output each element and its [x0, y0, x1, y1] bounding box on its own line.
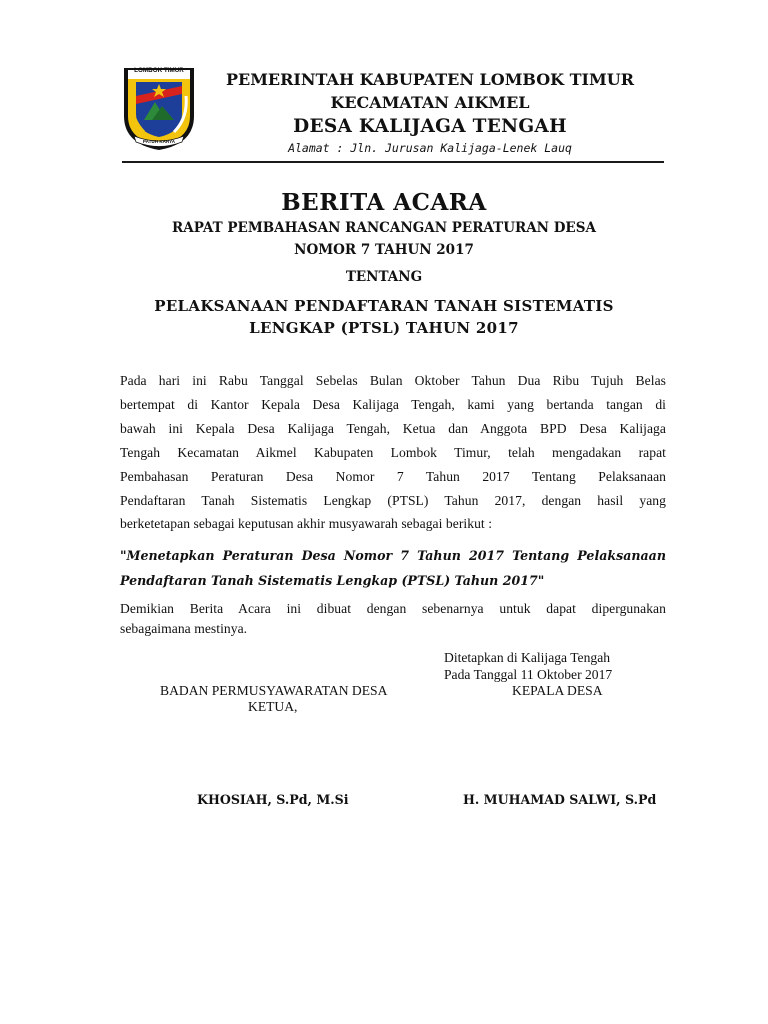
document-subtitle-2: NOMOR 7 TAHUN 2017 — [294, 242, 474, 258]
opening-paragraph — [120, 369, 666, 536]
paragraph-line: Tengah Kecamatan Aikmel Kabupaten Lombok Timur, telah mengadakan rapat — [120, 444, 666, 460]
letterhead-line-2: KECAMATAN AIKMEL — [330, 93, 530, 112]
signature-block-village-head — [444, 650, 664, 700]
signing-date: Pada Tanggal 11 Oktober 2017 — [444, 666, 613, 682]
letterhead-line-3: DESA KALIJAGA TENGAH — [293, 116, 567, 137]
crest-label-bottom: PATUH KARYA — [142, 139, 176, 144]
paragraph-line: sebagaimana mestinya. — [120, 621, 248, 636]
closing-paragraph — [120, 599, 666, 639]
paragraph-line: Pada hari ini Rabu Tanggal Sebelas Bulan Oktober Tahun Dua Ribu Tujuh Belas — [120, 373, 666, 388]
decision-statement — [120, 543, 666, 593]
letterhead-line-1: PEMERINTAH KABUPATEN LOMBOK TIMUR — [225, 70, 634, 89]
signing-place: Ditetapkan di Kalijaga Tengah — [444, 650, 611, 665]
paragraph-line: Pembahasan Peraturan Desa Nomor 7 Tahun 2017 Tentang Pelaksanaan — [120, 468, 666, 484]
signature-block-bpd — [160, 683, 440, 715]
village-head-name: H. MUHAMAD SALWI, S.Pd — [463, 792, 657, 807]
paragraph-line: berketetapan sebagai keputusan akhir musyawarah sebagai berikut : — [120, 516, 493, 532]
document-subtitle-1: RAPAT PEMBAHASAN RANCANGAN PERATURAN DESA — [172, 220, 596, 236]
bpd-chair-role: KETUA, — [248, 699, 298, 714]
document-subtitle-3: TENTANG — [345, 269, 423, 285]
document-subtitle-5: LENGKAP (PTSL) TAHUN 2017 — [249, 319, 519, 337]
paragraph-line: bertempat di Kantor Kepala Desa Kalijaga Tengah, kami yang bertanda tangan di — [120, 396, 666, 412]
letterhead-address: Alamat : Jln. Jurusan Kalijaga-Lenek Lauq — [288, 141, 572, 155]
document-subtitle-4: PELAKSANAAN PENDAFTARAN TANAH SISTEMATIS — [154, 297, 614, 315]
paragraph-line: Pendaftaran Tanah Sistematis Lengkap (PTSL) Tahun 2017, dengan hasil yang — [120, 492, 666, 508]
paragraph-line: Demikian Berita Acara ini dibuat dengan sebenarnya untuk dapat dipergunakan — [120, 601, 666, 616]
village-head-role: KEPALA DESA — [512, 683, 603, 698]
bpd-chair-name: KHOSIAH, S.Pd, M.Si — [197, 792, 349, 807]
bpd-organization: BADAN PERMUSYAWARATAN DESA — [160, 683, 388, 698]
document-title: BERITA ACARA — [281, 189, 487, 216]
letterhead-divider — [122, 161, 664, 163]
paragraph-line: bawah ini Kepala Desa Kalijaga Tengah, Ketua dan Anggota BPD Desa Kalijaga — [120, 420, 666, 436]
decision-line: "Menetapkan Peraturan Desa Nomor 7 Tahun 2017 Tentang Pelaksanaan — [120, 548, 666, 563]
decision-line: Pendaftaran Tanah Sistematis Lengkap (PTSL) Tahun 2017" — [120, 573, 545, 588]
crest-label-top: LOMBOK TIMUR — [134, 67, 184, 74]
